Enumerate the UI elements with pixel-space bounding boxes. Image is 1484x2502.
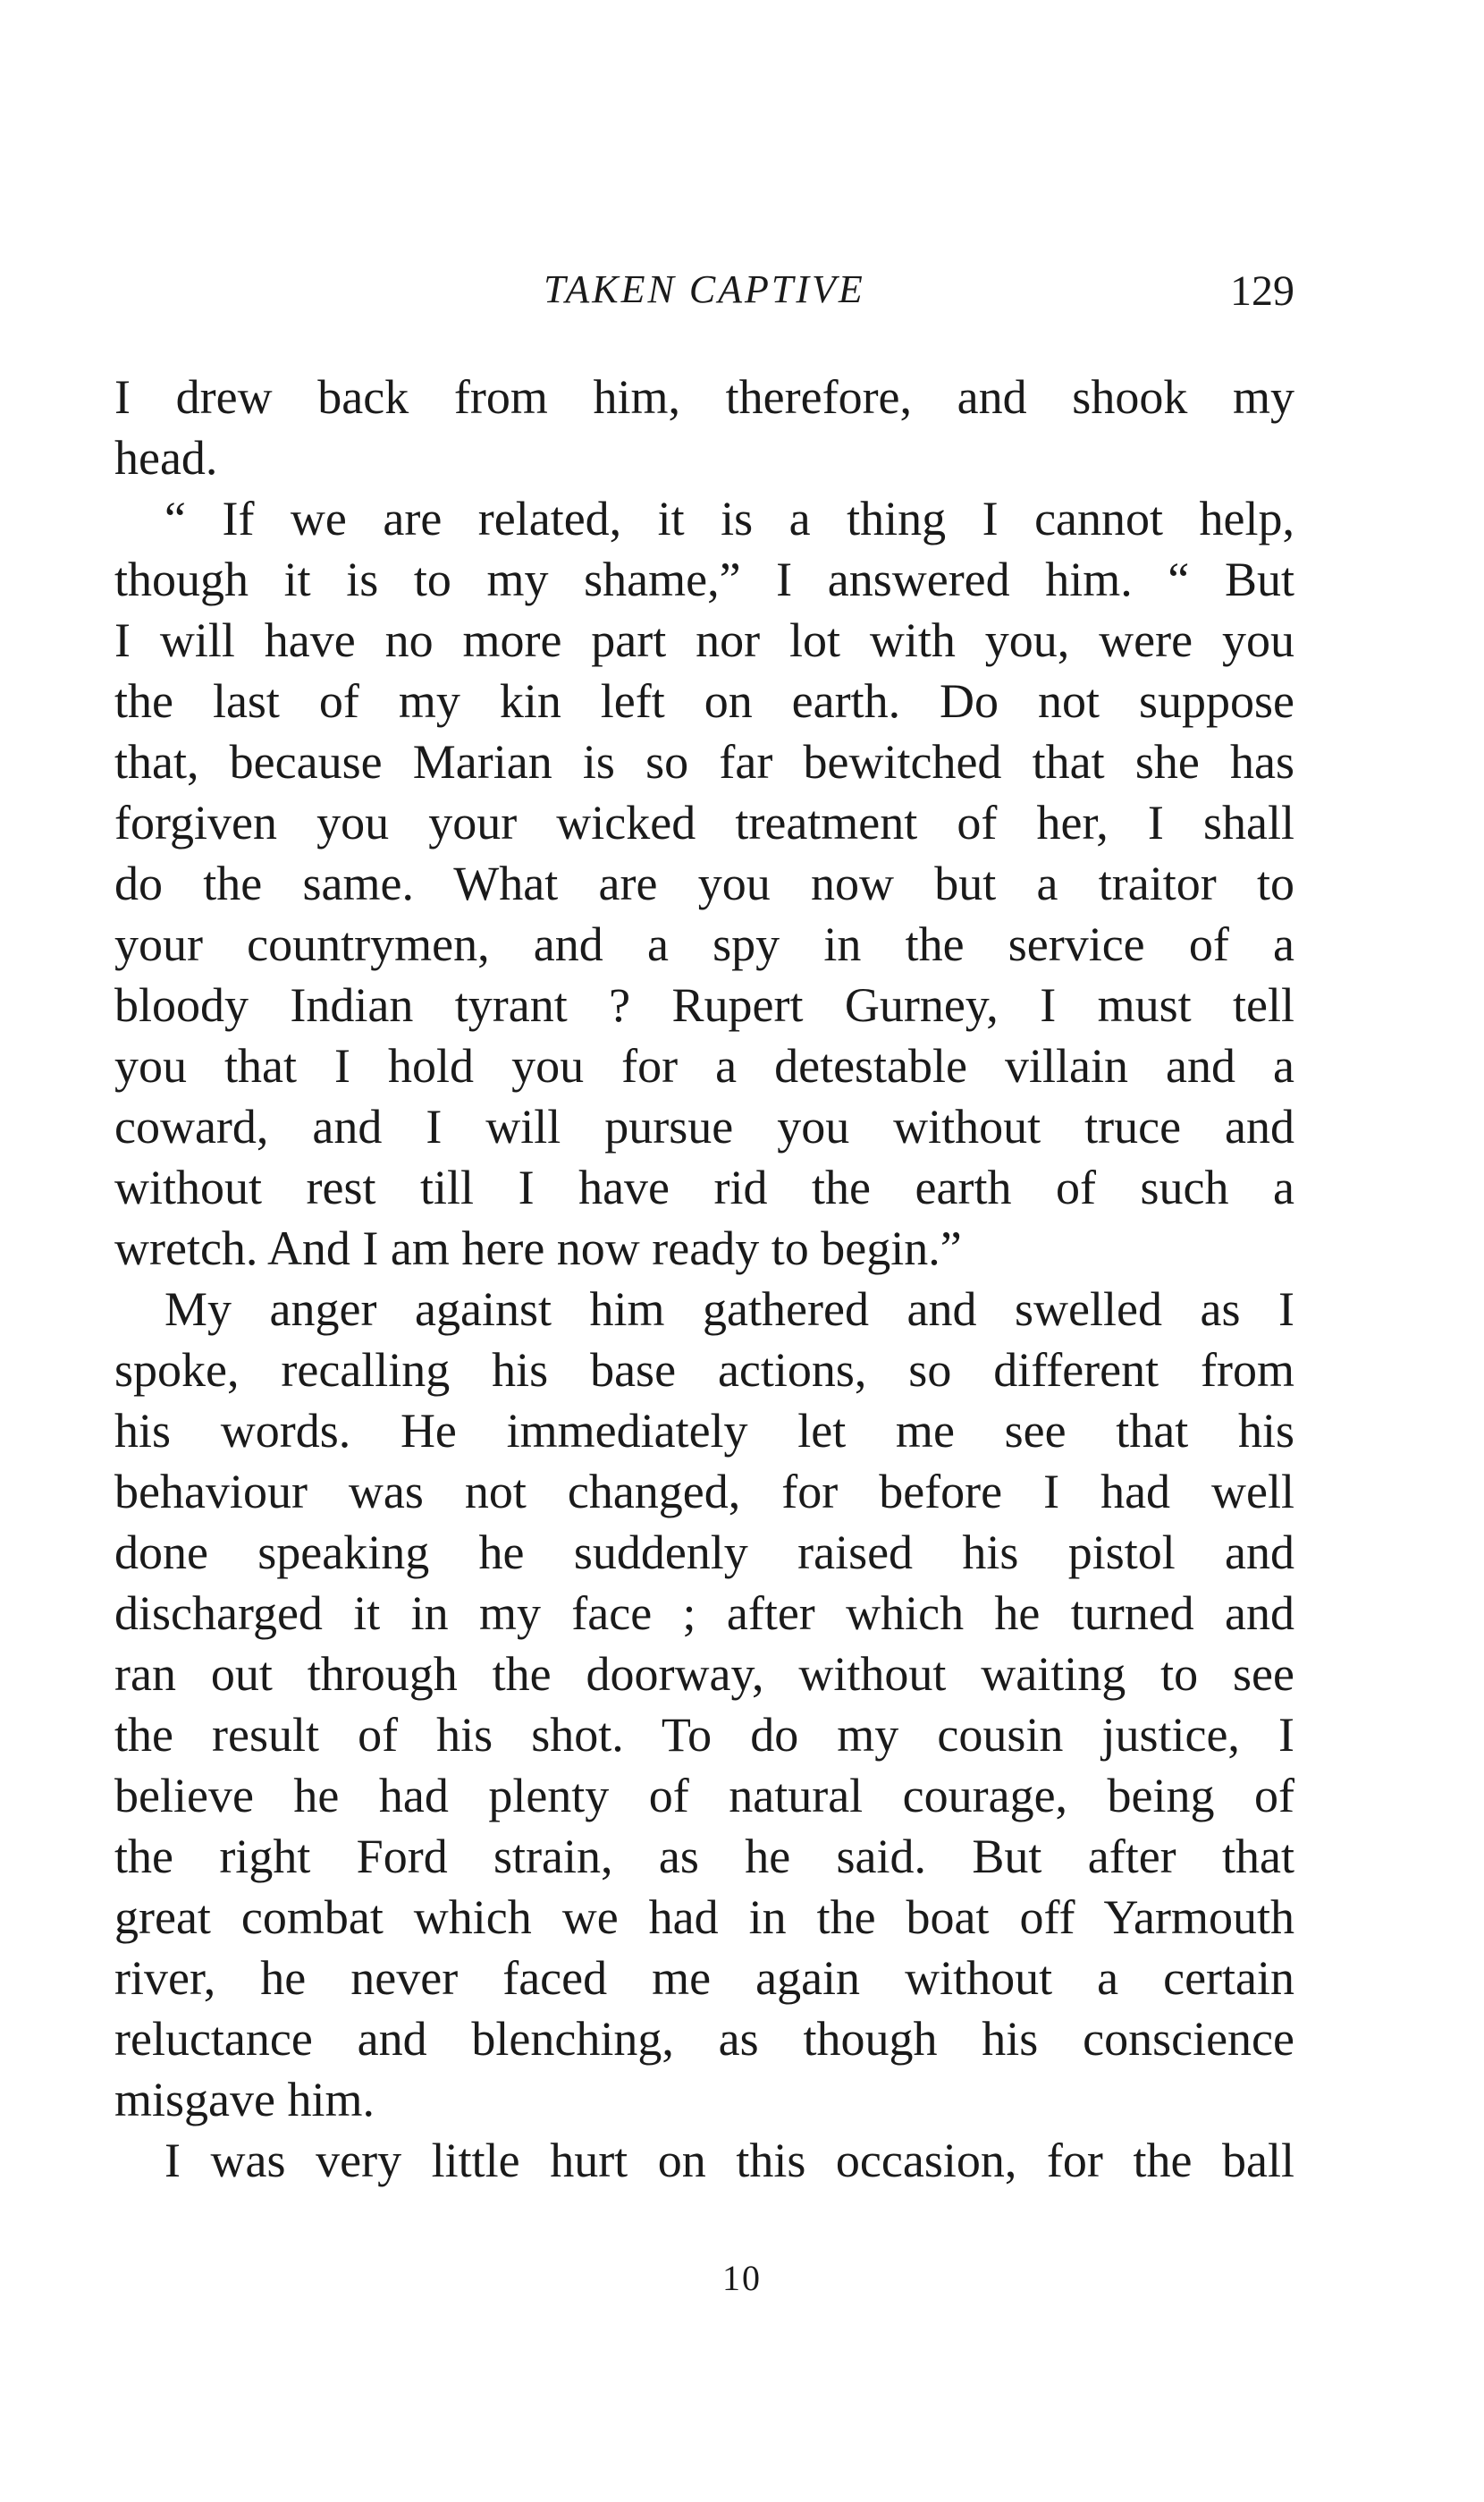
text-line: coward, and I will pursue you without truce and	[114, 1100, 1294, 1154]
signature-mark: 10	[722, 2258, 762, 2298]
text-line: the last of my kin left on earth. Do not suppose	[114, 674, 1294, 728]
text-line: spoke, recalling his base actions, so different from	[114, 1343, 1294, 1397]
text-line: believe he had plenty of natural courage, being of	[114, 1769, 1294, 1822]
page-header	[114, 266, 1294, 329]
text-line: do the same. What are you now but a traitor to	[114, 857, 1294, 910]
text-line: bloody Indian tyrant ? Rupert Gurney, I must tell	[114, 978, 1294, 1032]
text-line: I was very little hurt on this occasion, for the ball	[164, 2134, 1294, 2187]
text-line: your countrymen, and a spy in the service of a	[114, 917, 1294, 971]
page-number: 129	[1230, 267, 1294, 315]
text-line: reluctance and blenching, as though his conscience	[114, 2012, 1294, 2066]
text-line: you that I hold you for a detestable villain and a	[114, 1039, 1294, 1093]
text-line: his words. He immediately let me see that his	[114, 1404, 1294, 1458]
running-head: TAKEN CAPTIVE	[544, 267, 865, 311]
text-line: without rest till I have rid the earth of such a	[114, 1161, 1294, 1214]
text-line: misgave him.	[114, 2073, 375, 2126]
text-line: done speaking he suddenly raised his pistol and	[114, 1526, 1294, 1579]
text-line: though it is to my shame,” I answered him. “ But	[114, 553, 1294, 606]
text-line: the right Ford strain, as he said. But after that	[114, 1830, 1294, 1883]
text-line: head.	[114, 431, 218, 485]
text-line: My anger against him gathered and swelled as I	[164, 1282, 1294, 1336]
text-line: discharged it in my face ; after which he turned and	[114, 1586, 1294, 1640]
text-line: the result of his shot. To do my cousin justice, I	[114, 1708, 1294, 1762]
text-line: that, because Marian is so far bewitched that she has	[114, 735, 1294, 789]
text-line: I will have no more part nor lot with you, were you	[114, 613, 1294, 667]
text-line: I drew back from him, therefore, and shook my	[114, 370, 1294, 424]
text-line: “ If we are related, it is a thing I cannot help,	[164, 492, 1294, 545]
text-line: ran out through the doorway, without waiting to see	[114, 1647, 1294, 1701]
body-text	[114, 367, 1294, 2191]
text-line: river, he never faced me again without a certain	[114, 1951, 1294, 2005]
text-line: wretch. And I am here now ready to begin.”	[114, 1221, 962, 1275]
text-line: forgiven you your wicked treatment of her, I shall	[114, 796, 1294, 849]
text-line: behaviour was not changed, for before I had well	[114, 1465, 1294, 1518]
text-line: great combat which we had in the boat off Yarmouth	[114, 1890, 1294, 1944]
